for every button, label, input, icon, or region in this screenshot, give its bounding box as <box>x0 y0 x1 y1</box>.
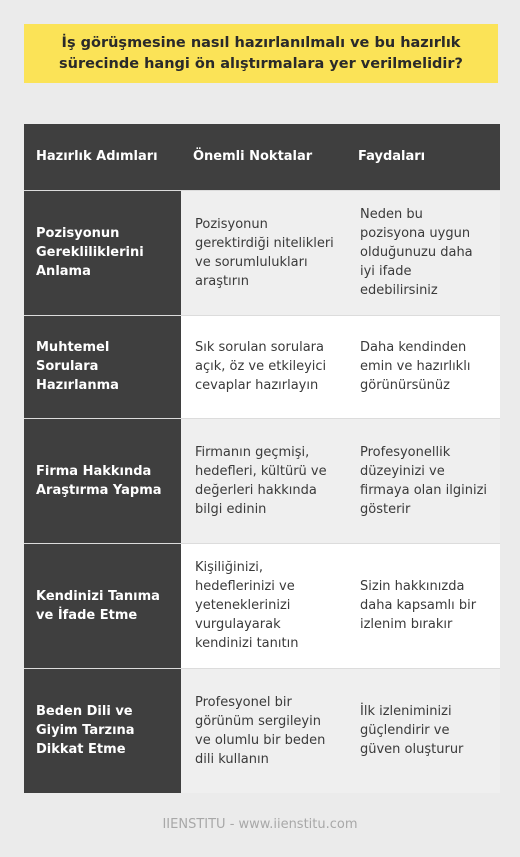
step-cell: Beden Dili ve Giyim Tarzına Dikkat Etme <box>24 668 181 793</box>
table-row <box>24 418 500 543</box>
page-title: İş görüşmesine nasıl hazırlanılmalı ve bu hazırlık sürecinde hangi ön alıştırmalara yer verilmelidir? <box>59 34 463 72</box>
table-row <box>24 543 500 668</box>
column-header-steps: Hazırlık Adımları <box>24 124 181 190</box>
step-cell: Pozisyonun Gerekliliklerini Anlama <box>24 190 181 315</box>
table-header-row <box>24 124 500 190</box>
step-cell: Firma Hakkında Araştırma Yapma <box>24 418 181 543</box>
benefit-cell: Sizin hakkınızda daha kapsamlı bir izlenim bırakır <box>346 543 500 668</box>
benefit-cell: Profesyonellik düzeyinizi ve firmaya olan ilginizi gösterir <box>346 418 500 543</box>
step-cell: Muhtemel Sorulara Hazırlanma <box>24 315 181 418</box>
table-row <box>24 315 500 418</box>
points-cell: Firmanın geçmişi, hedefleri, kültürü ve değerleri hakkında bilgi edinin <box>181 418 346 543</box>
benefit-cell: Neden bu pozisyona uygun olduğunuzu daha iyi ifade edebilirsiniz <box>346 190 500 315</box>
footer-credit: IIENSTITU - www.iienstitu.com <box>162 817 358 832</box>
points-cell: Pozisyonun gerektirdiği nitelikleri ve sorumlulukları araştırın <box>181 190 346 315</box>
points-cell: Profesyonel bir görünüm sergileyin ve olumlu bir beden dili kullanın <box>181 668 346 793</box>
table-row <box>24 190 500 315</box>
benefit-cell: Daha kendinden emin ve hazırlıklı görünürsünüz <box>346 315 500 418</box>
table-row <box>24 668 500 793</box>
column-header-points: Önemli Noktalar <box>181 124 346 190</box>
column-header-benefits: Faydaları <box>346 124 500 190</box>
title-banner <box>24 24 498 83</box>
step-cell: Kendinizi Tanıma ve İfade Etme <box>24 543 181 668</box>
benefit-cell: İlk izleniminizi güçlendirir ve güven oluşturur <box>346 668 500 793</box>
preparation-table <box>24 124 500 793</box>
points-cell: Sık sorulan sorulara açık, öz ve etkileyici cevaplar hazırlayın <box>181 315 346 418</box>
points-cell: Kişiliğinizi, hedeflerinizi ve yeteneklerinizi vurgulayarak kendinizi tanıtın <box>181 543 346 668</box>
